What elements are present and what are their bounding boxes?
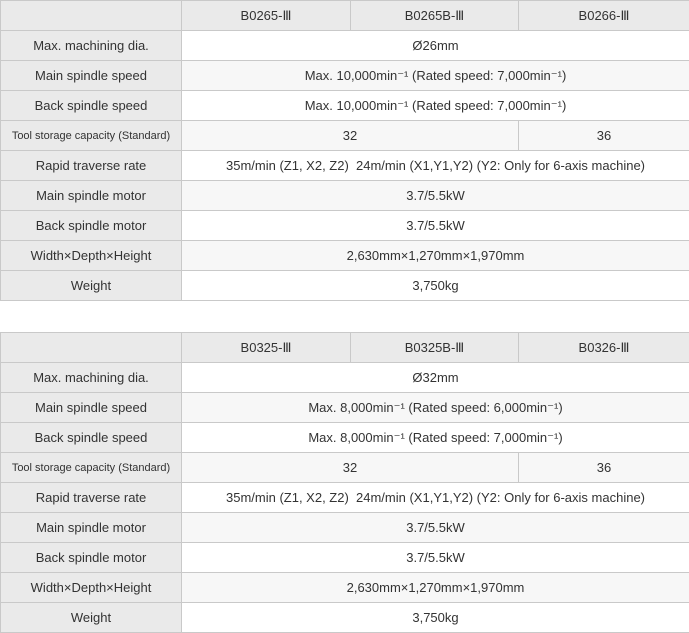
- row-label: Rapid traverse rate: [1, 483, 182, 513]
- row-label: Weight: [1, 603, 182, 633]
- row-label: Main spindle motor: [1, 181, 182, 211]
- spec-value: 36: [519, 453, 689, 483]
- row-label: Max. machining dia.: [1, 363, 182, 393]
- corner-cell: [1, 1, 182, 31]
- row-label: Main spindle speed: [1, 61, 182, 91]
- spec-row-back-spindle-speed: [1, 91, 689, 121]
- row-label: Back spindle motor: [1, 543, 182, 573]
- spec-value: 35m/min (Z1, X2, Z2) 24m/min (X1,Y1,Y2) (Y2: Only for 6-axis machine): [182, 151, 689, 181]
- model-header: B0265-Ⅲ: [182, 1, 351, 31]
- spec-table-header: [1, 1, 689, 31]
- spec-value: 36: [519, 121, 689, 151]
- table-gap: [0, 301, 689, 332]
- spec-table-header: [1, 333, 689, 363]
- model-header-row: [1, 333, 689, 363]
- spec-value: 3.7/5.5kW: [182, 181, 689, 211]
- spec-row-main-spindle-motor: [1, 513, 689, 543]
- spec-row-rapid-traverse-rate: [1, 483, 689, 513]
- row-label: Tool storage capacity (Standard): [1, 121, 182, 151]
- spec-value: 3.7/5.5kW: [182, 513, 689, 543]
- row-label: Tool storage capacity (Standard): [1, 453, 182, 483]
- row-label: Rapid traverse rate: [1, 151, 182, 181]
- spec-row-back-spindle-motor: [1, 543, 689, 573]
- corner-cell: [1, 333, 182, 363]
- spec-value: 32: [182, 121, 519, 151]
- spec-row-tool-storage-capacity: [1, 121, 689, 151]
- row-label: Width×Depth×Height: [1, 573, 182, 603]
- spec-row-rapid-traverse-rate: [1, 151, 689, 181]
- spec-value: 3.7/5.5kW: [182, 543, 689, 573]
- spec-value: Max. 10,000min⁻¹ (Rated speed: 7,000min⁻¹): [182, 91, 689, 121]
- row-label: Back spindle motor: [1, 211, 182, 241]
- spec-value: 3,750kg: [182, 271, 689, 301]
- spec-value: 32: [182, 453, 519, 483]
- spec-value: 35m/min (Z1, X2, Z2) 24m/min (X1,Y1,Y2) (Y2: Only for 6-axis machine): [182, 483, 689, 513]
- spec-value: 2,630mm×1,270mm×1,970mm: [182, 241, 689, 271]
- spec-row-back-spindle-motor: [1, 211, 689, 241]
- spec-table-b02-series: [0, 0, 689, 301]
- spec-row-weight: [1, 271, 689, 301]
- spec-value: Ø26mm: [182, 31, 689, 61]
- spec-value: 3,750kg: [182, 603, 689, 633]
- spec-value: Max. 8,000min⁻¹ (Rated speed: 6,000min⁻¹): [182, 393, 689, 423]
- spec-value: Max. 8,000min⁻¹ (Rated speed: 7,000min⁻¹): [182, 423, 689, 453]
- spec-row-max-machining-dia: [1, 31, 689, 61]
- model-header-row: [1, 1, 689, 31]
- spec-row-main-spindle-speed: [1, 393, 689, 423]
- model-header: B0326-Ⅲ: [519, 333, 689, 363]
- spec-row-dimensions: [1, 241, 689, 271]
- model-header: B0325-Ⅲ: [182, 333, 351, 363]
- row-label: Width×Depth×Height: [1, 241, 182, 271]
- row-label: Back spindle speed: [1, 423, 182, 453]
- spec-row-weight: [1, 603, 689, 633]
- model-header: B0266-Ⅲ: [519, 1, 689, 31]
- spec-row-main-spindle-motor: [1, 181, 689, 211]
- spec-row-back-spindle-speed: [1, 423, 689, 453]
- model-header: B0325B-Ⅲ: [351, 333, 519, 363]
- row-label: Weight: [1, 271, 182, 301]
- row-label: Main spindle motor: [1, 513, 182, 543]
- spec-value: 3.7/5.5kW: [182, 211, 689, 241]
- row-label: Main spindle speed: [1, 393, 182, 423]
- spec-row-tool-storage-capacity: [1, 453, 689, 483]
- spec-row-main-spindle-speed: [1, 61, 689, 91]
- model-header: B0265B-Ⅲ: [351, 1, 519, 31]
- spec-value: Ø32mm: [182, 363, 689, 393]
- row-label: Back spindle speed: [1, 91, 182, 121]
- spec-row-max-machining-dia: [1, 363, 689, 393]
- spec-value: 2,630mm×1,270mm×1,970mm: [182, 573, 689, 603]
- spec-table-b03-series: [0, 332, 689, 633]
- spec-value: Max. 10,000min⁻¹ (Rated speed: 7,000min⁻¹): [182, 61, 689, 91]
- row-label: Max. machining dia.: [1, 31, 182, 61]
- spec-row-dimensions: [1, 573, 689, 603]
